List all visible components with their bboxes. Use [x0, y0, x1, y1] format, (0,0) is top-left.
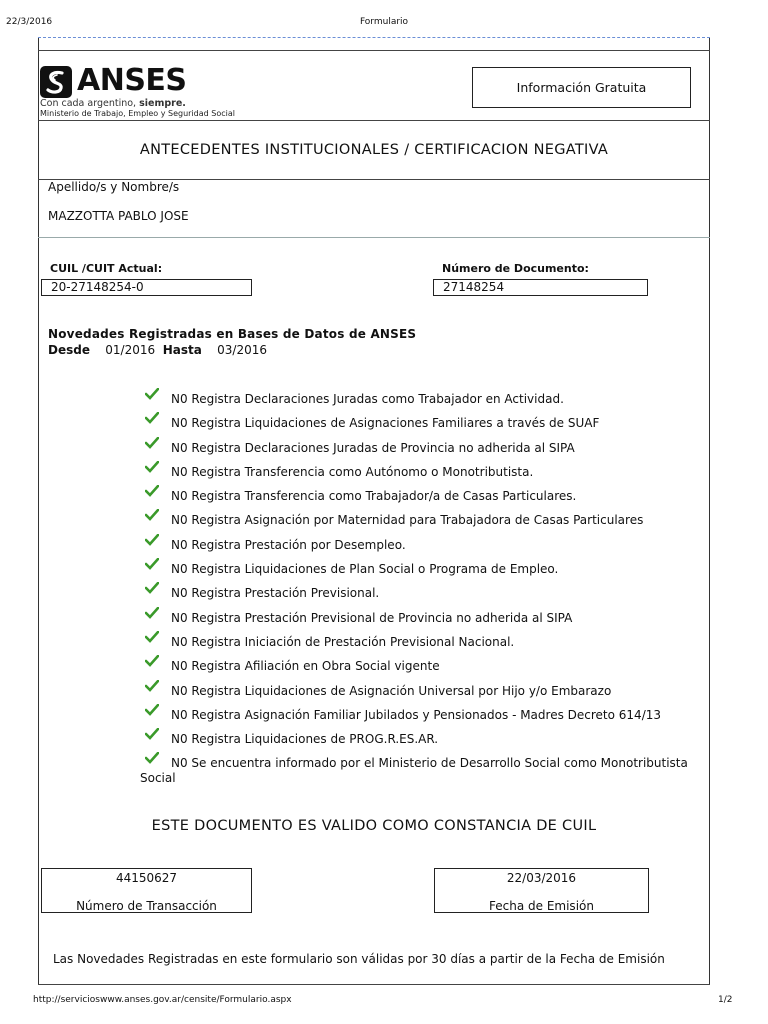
list-item-text: N0 Registra Liquidaciones de Asignación Universal por Hijo y/o Embarazo [171, 683, 612, 698]
list-item-text: N0 Registra Prestación Previsional. [171, 586, 380, 601]
novedades-title: Novedades Registradas en Bases de Datos de ANSES [48, 327, 417, 341]
checkmark-icon [145, 655, 159, 667]
list-item-text: N0 Registra Declaraciones Juradas como Trabajador en Actividad. [171, 392, 564, 406]
checkmark-icon [145, 631, 159, 643]
validity-footnote: Las Novedades Registradas en este formulario son válidas por 30 días a partir de la Fecha de Emisión [53, 952, 665, 966]
list-item [140, 705, 710, 729]
document-title: ANTECEDENTES INSTITUCIONALES / CERTIFICACION NEGATIVA [139, 142, 609, 158]
header-top-rule [38, 50, 710, 51]
print-date: 22/3/2016 [6, 17, 53, 27]
print-title: Formulario [359, 17, 409, 27]
tagline-emphasis: siempre. [139, 98, 186, 109]
emission-date-label: Fecha de Emisión [489, 899, 594, 913]
list-item-text: N0 Registra Asignación por Maternidad para Trabajadora de Casas Particulares [171, 513, 644, 528]
ministry-name: Ministerio de Trabajo, Empleo y Seguridad Social [40, 109, 235, 118]
checkmark-icon [145, 680, 159, 692]
list-item-text: N0 Se encuentra informado por el Ministerio de Desarrollo Social como Monotributista [171, 756, 688, 771]
list-item [140, 656, 710, 680]
checkmark-icon [145, 607, 159, 619]
name-bottom-rule [38, 237, 710, 238]
checkmark-icon [145, 582, 159, 594]
hasta-label: Hasta [162, 343, 202, 357]
print-url[interactable]: http://servicioswww.anses.gov.ar/censite/Formulario.aspx [33, 995, 292, 1005]
checkmark-icon [145, 752, 159, 764]
list-item [140, 559, 710, 583]
list-item-text-continuation: Social [140, 771, 176, 786]
name-label: Apellido/s y Nombre/s [48, 180, 180, 194]
anses-tagline [40, 98, 186, 109]
header-bottom-rule [38, 120, 710, 121]
novedades-period [48, 343, 267, 357]
list-item-text: N0 Registra Transferencia como Autónomo o Monotributista. [171, 464, 534, 479]
checkmark-icon [145, 485, 159, 497]
list-item-text: N0 Registra Afiliación en Obra Social vigente [171, 659, 440, 674]
cuil-value-box: 20-27148254-0 [41, 279, 252, 296]
checkmark-icon [145, 412, 159, 424]
checkmark-icon [145, 437, 159, 449]
checkmark-icon [145, 509, 159, 521]
print-page-number: 1/2 [718, 995, 733, 1005]
emission-date-box [434, 868, 649, 913]
list-item-text: N0 Registra Prestación por Desempleo. [171, 537, 406, 552]
valid-statement: ESTE DOCUMENTO ES VALIDO COMO CONSTANCIA DE CUIL [151, 818, 597, 834]
list-item-text: N0 Registra Iniciación de Prestación Previsional Nacional. [171, 634, 515, 649]
list-item [140, 632, 710, 656]
list-item [140, 608, 710, 632]
list-item [140, 681, 710, 705]
checkmark-icon [145, 704, 159, 716]
free-information-box: Información Gratuita [472, 67, 691, 108]
list-item [140, 413, 710, 437]
anses-logo-text: ANSES [77, 63, 187, 98]
list-item [140, 389, 710, 413]
desde-label: Desde [48, 343, 90, 357]
list-item [140, 583, 710, 607]
hasta-value: 03/2016 [217, 343, 267, 357]
document-number-label: Número de Documento: [442, 262, 589, 275]
list-item [140, 462, 710, 486]
checkmark-icon [145, 534, 159, 546]
list-item [140, 510, 710, 534]
document-number-box: 27148254 [433, 279, 648, 296]
checkmark-icon [145, 461, 159, 473]
anses-logo-icon [40, 66, 72, 98]
checkmark-icon [145, 558, 159, 570]
list-item-text: N0 Registra Liquidaciones de Plan Social o Programa de Empleo. [171, 562, 559, 577]
list-item [140, 753, 710, 786]
list-item [140, 486, 710, 510]
transaction-number: 44150627 [115, 871, 178, 885]
cuil-label: CUIL /CUIT Actual: [50, 262, 163, 275]
list-item-text: N0 Registra Asignación Familiar Jubilados y Pensionados - Madres Decreto 614/13 [171, 707, 662, 722]
transaction-box [41, 868, 252, 913]
list-item-text: N0 Registra Liquidaciones de PROG.R.ES.AR. [171, 732, 439, 747]
emission-date: 22/03/2016 [506, 871, 577, 885]
list-item-text: N0 Registra Declaraciones Juradas de Provincia no adherida al SIPA [171, 440, 575, 455]
checkmark-icon [145, 388, 159, 400]
form-bottom-rule [38, 984, 710, 985]
list-item [140, 438, 710, 462]
form-top-border [38, 37, 710, 38]
list-item-text: N0 Registra Liquidaciones de Asignaciones Familiares a través de SUAF [171, 416, 600, 431]
checkmark-icon [145, 728, 159, 740]
transaction-label: Número de Transacción [76, 899, 217, 913]
list-item-text: N0 Registra Transferencia como Trabajador/a de Casas Particulares. [171, 489, 577, 504]
list-item [140, 729, 710, 753]
name-value: MAZZOTTA PABLO JOSE [48, 209, 189, 223]
novedades-list [140, 389, 710, 786]
list-item-text: N0 Registra Prestación Previsional de Provincia no adherida al SIPA [171, 610, 573, 625]
list-item [140, 535, 710, 559]
desde-value: 01/2016 [105, 343, 156, 357]
tagline-prefix: Con cada argentino, [40, 98, 140, 109]
